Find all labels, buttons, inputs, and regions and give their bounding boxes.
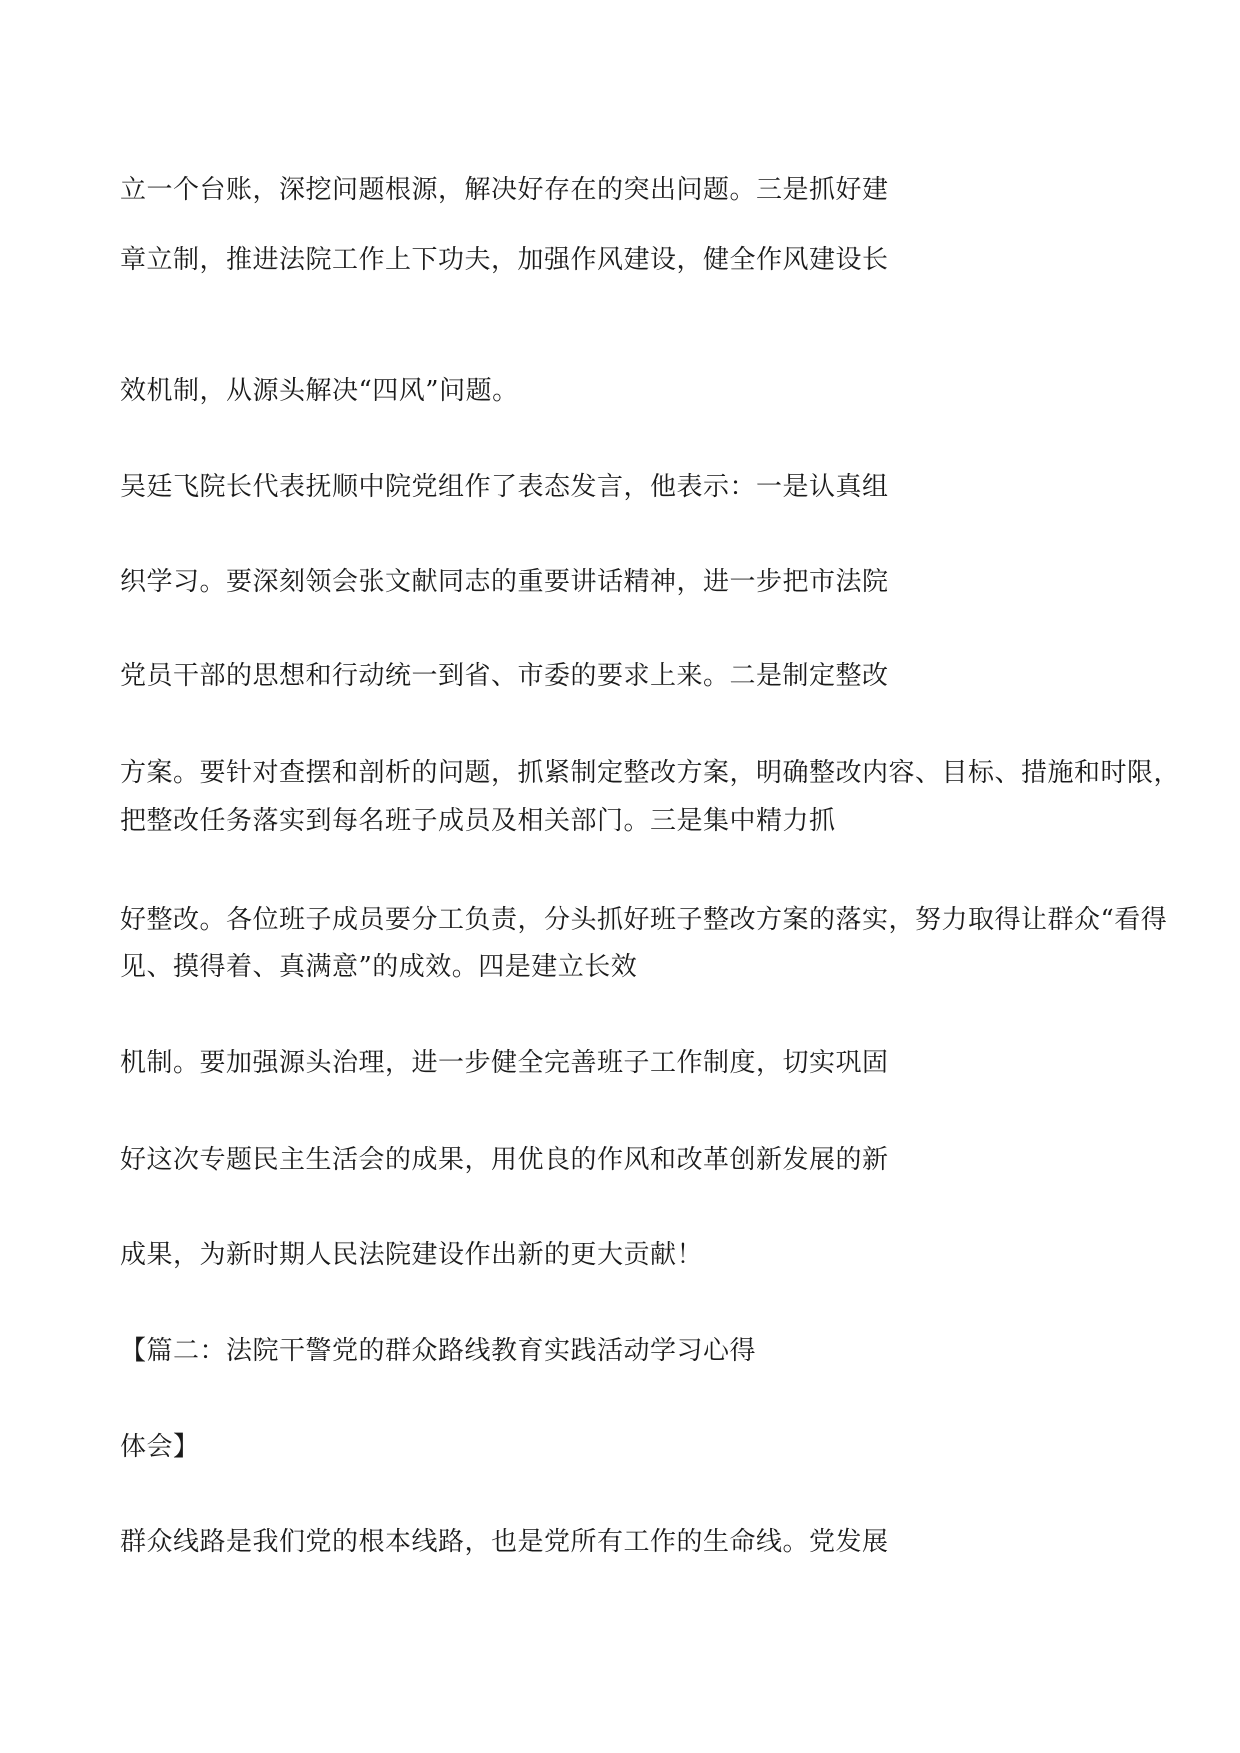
text-line: 吴廷飞院长代表抚顺中院党组作了表态发言，他表示：一是认真组 (120, 472, 889, 502)
text-line: 群众线路是我们党的根本线路，也是党所有工作的生命线。党发展 (120, 1527, 889, 1557)
text-line: 机制。要加强源头治理，进一步健全完善班子工作制度，切实巩固 (120, 1048, 889, 1078)
text-line: 章立制，推进法院工作上下功夫，加强作风建设，健全作风建设长 (120, 245, 889, 275)
text-line: 好整改。各位班子成员要分工负责，分头抓好班子整改方案的落实，努力取得让群众“看得 (120, 905, 1168, 935)
text-line: 方案。要针对查摆和剖析的问题，抓紧制定整改方案，明确整改内容、目标、措施和时限， (120, 758, 1181, 788)
text-line: 好这次专题民主生活会的成果，用优良的作风和改革创新发展的新 (120, 1145, 889, 1175)
text-line: 效机制，从源头解决“四风”问题。 (120, 376, 519, 406)
text-line: 把整改任务落实到每名班子成员及相关部门。三是集中精力抓 (120, 806, 836, 836)
text-line: 见、摸得着、真满意”的成效。四是建立长效 (120, 952, 638, 982)
text-line: 立一个台账，深挖问题根源，解决好存在的突出问题。三是抓好建 (120, 175, 889, 205)
section-heading: 【篇二：法院干警党的群众路线教育实践活动学习心得 (120, 1336, 757, 1366)
text-line: 织学习。要深刻领会张文献同志的重要讲话精神，进一步把市法院 (120, 567, 889, 597)
text-line: 成果，为新时期人民法院建设作出新的更大贡献！ (120, 1240, 704, 1270)
section-heading-continued: 体会】 (120, 1432, 200, 1462)
text-line: 党员干部的思想和行动统一到省、市委的要求上来。二是制定整改 (120, 661, 889, 691)
